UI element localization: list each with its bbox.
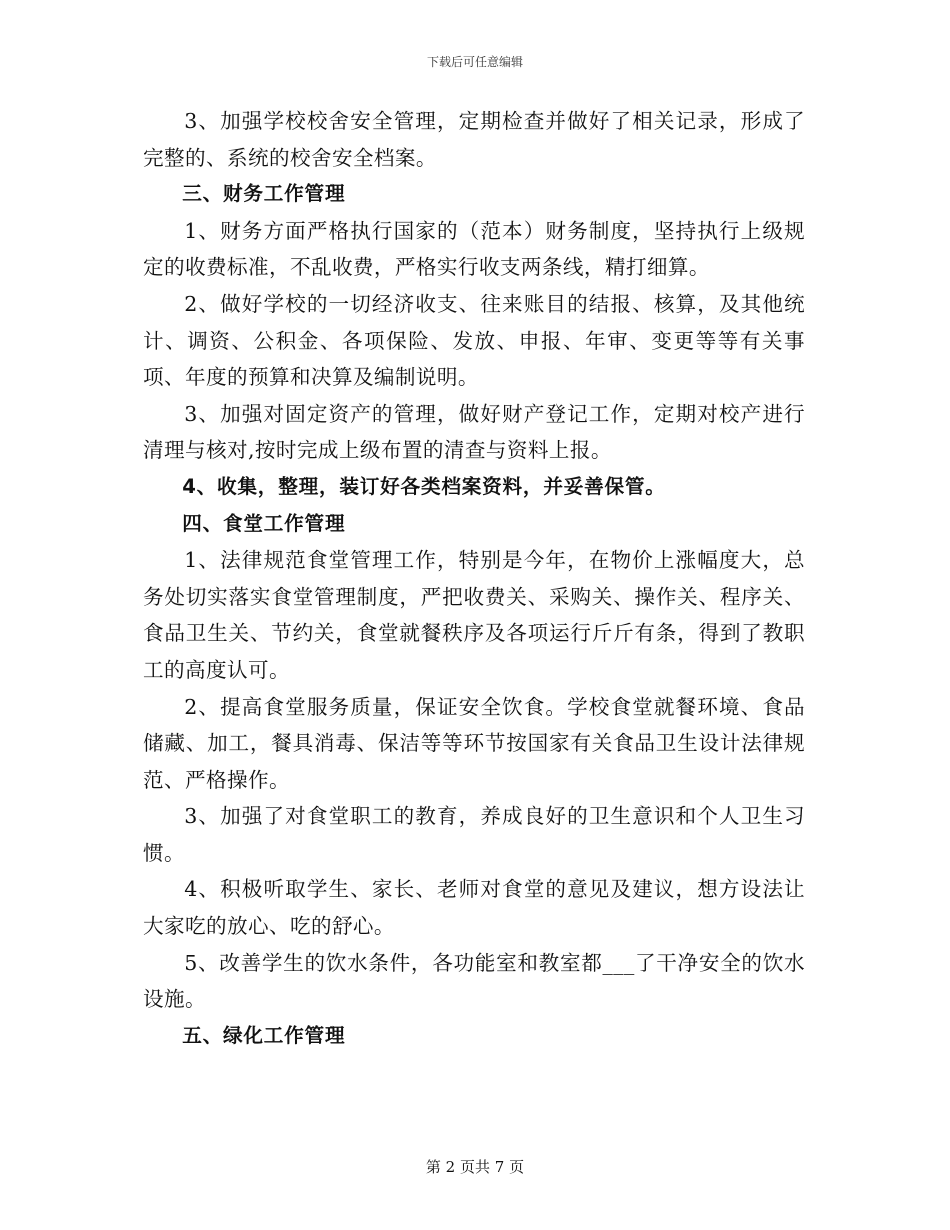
paragraph: 1、财务方面严格执行国家的（范本）财务制度，坚持执行上级规定的收费标准，不乱收费，严格实行收支两条线，精打细算。 [143, 218, 805, 280]
document-body [143, 103, 805, 1054]
section-heading: 四、食堂工作管理 [182, 511, 346, 535]
paragraph: 3、加强了对食堂职工的教育，养成良好的卫生意识和个人卫生习惯。 [143, 804, 805, 865]
section-heading: 五、绿化工作管理 [182, 1023, 346, 1047]
bold-paragraph: 4、收集，整理，装订好各类档案资料，并妥善保管。 [182, 474, 666, 498]
section-heading: 三、财务工作管理 [182, 182, 346, 206]
page-footer: 第 2 页共 7 页 [425, 1158, 525, 1176]
paragraph: 4、积极听取学生、家长、老师对食堂的意见及建议，想方设法让大家吃的放心、吃的舒心。 [143, 877, 805, 939]
paragraph: 1、法律规范食堂管理工作，特别是今年，在物价上涨幅度大，总务处切实落实食堂管理制度，严把收费关、采购关、操作关、程序关、食品卫生关、节约关，食堂就餐秩序及各项运行斤斤有条，得到了教职工的高度认可。 [143, 548, 805, 682]
paragraph: 2、提高食堂服务质量，保证安全饮食。学校食堂就餐环境、食品储藏、加工，餐具消毒、保洁等等环节按国家有关食品卫生设计法律规范、严格操作。 [143, 694, 805, 792]
paragraph: 2、做好学校的一切经济收支、往来账目的结报、核算，及其他统计、调资、公积金、各项保险、发放、申报、年审、变更等等有关事项、年度的预算和决算及编制说明。 [143, 291, 805, 390]
paragraph: 3、加强学校校舍安全管理，定期检查并做好了相关记录，形成了完整的、系统的校舍安全档案。 [143, 109, 805, 170]
header-note: 下载后可任意编辑 [426, 55, 523, 69]
paragraph: 3、加强对固定资产的管理，做好财产登记工作，定期对校产进行清理与核对,按时完成上级布置的清查与资料上报。 [143, 401, 805, 463]
paragraph: 5、改善学生的饮水条件，各功能室和教室都___了干净安全的饮水设施。 [143, 950, 805, 1012]
